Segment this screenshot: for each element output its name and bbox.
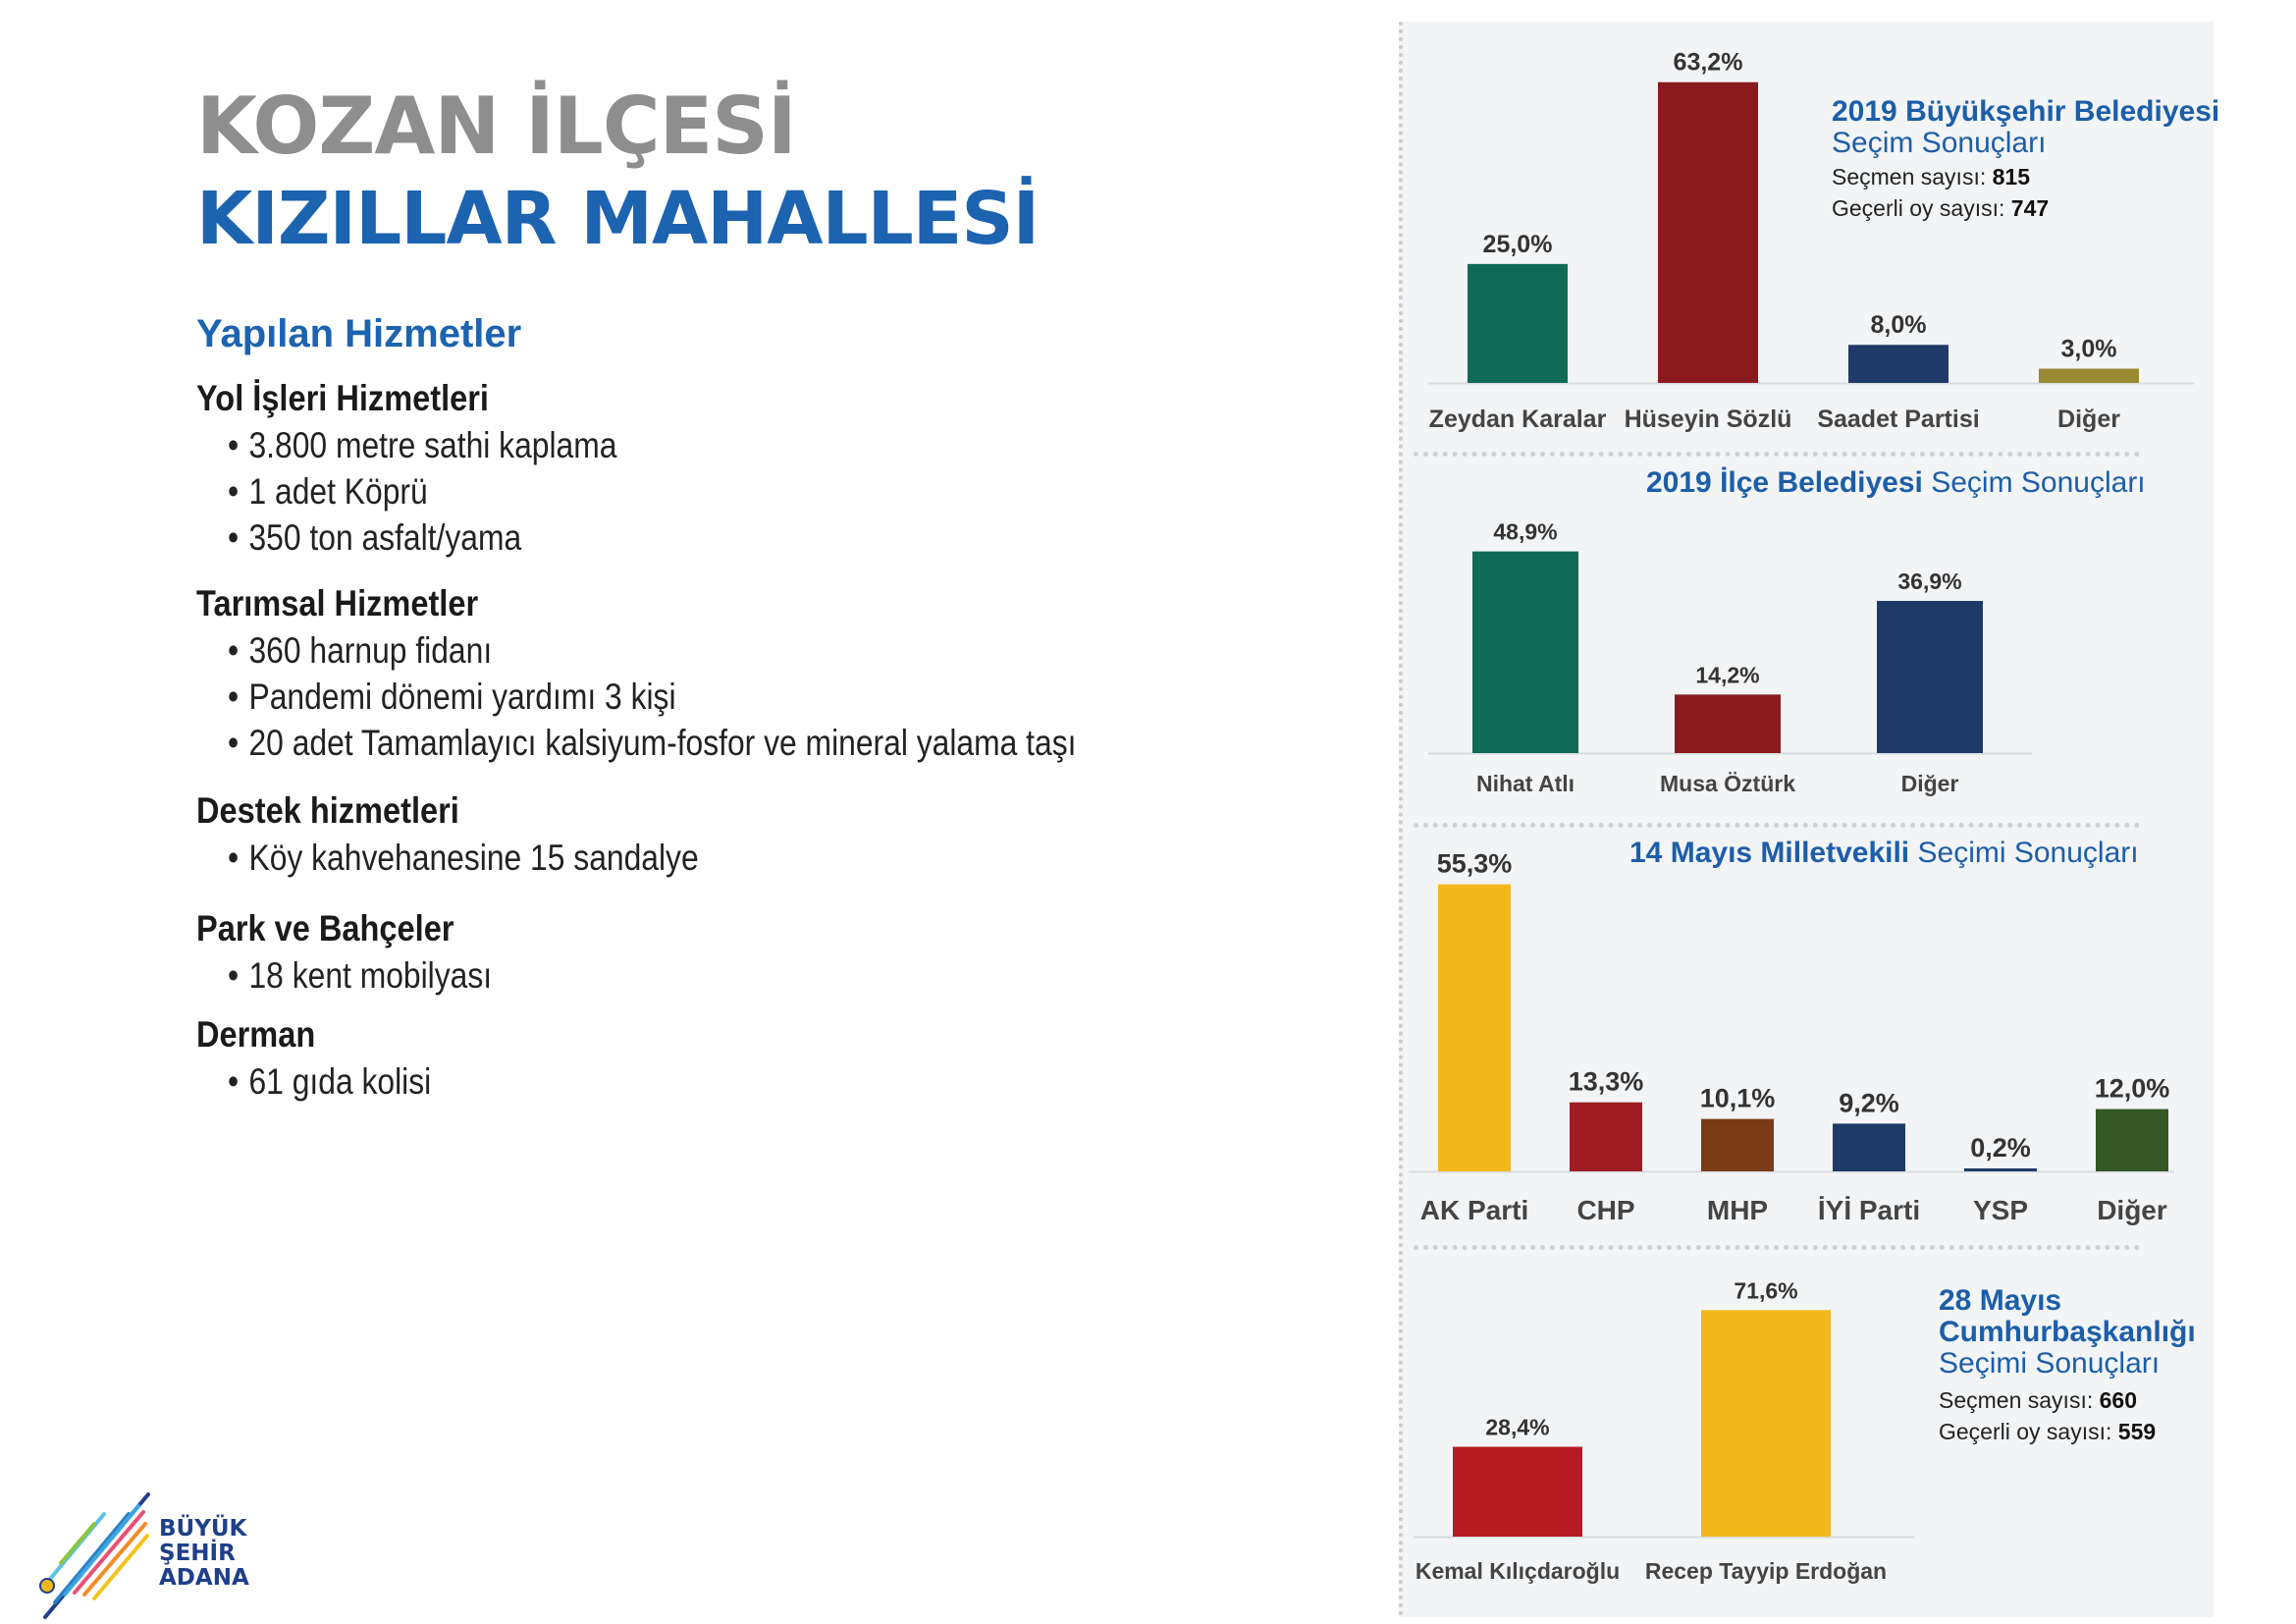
section-title-derman: Derman [196, 1014, 316, 1055]
bar-value-label: 12,0% [2094, 1073, 2170, 1104]
chart-metropolitan-title [1832, 96, 2219, 159]
section-title-road: Yol İşleri Hizmetleri [196, 378, 489, 418]
bar [1570, 1103, 1642, 1171]
list-item: • 360 harnup fidanı [228, 630, 492, 672]
bar-value-label: 8,0% [1870, 311, 1927, 340]
category-label: Zeydan Karalar [1428, 406, 1607, 433]
page-title: KOZAN İLÇESİ [196, 81, 796, 172]
list-item: • 350 ton asfalt/yama [228, 517, 521, 559]
chart-presidential-title [1939, 1285, 2196, 1380]
bar [1675, 694, 1781, 753]
bar [1833, 1123, 1905, 1171]
category-label: Diğer [2057, 406, 2120, 433]
category-label: Recep Tayyip Erdoğan [1644, 1558, 1888, 1584]
list-item: • Köy kahvehanesine 15 sandalye [228, 838, 699, 879]
bar [1848, 345, 1949, 383]
list-item: • 3.800 metre sathi kaplama [228, 425, 616, 466]
list-item: • 20 adet Tamamlayıcı kalsiyum-fosfor ve mineral yalama taşı [228, 723, 1076, 764]
valid-label: Geçerli oy sayısı: [1832, 195, 2005, 221]
bar-value-label: 55,3% [1436, 848, 1513, 879]
category-label: Diğer [1900, 771, 1959, 796]
bar-value-label: 0,2% [1970, 1133, 2031, 1163]
list-item: • Pandemi dönemi yardımı 3 kişi [228, 677, 676, 718]
bar-value-label: 10,1% [1699, 1083, 1776, 1113]
chart-title-bold: 2019 Büyükşehir Belediyesi [1832, 95, 2220, 128]
chart-parliament-2023 [1409, 842, 2194, 1240]
valid-label: Geçerli oy sayısı: [1939, 1419, 2112, 1444]
bar [1658, 82, 1758, 383]
divider [1414, 823, 2140, 828]
category-label: Saadet Partisi [1817, 406, 1980, 433]
services-heading: Yapılan Hizmetler [196, 312, 522, 355]
category-label: Hüseyin Sözlü [1624, 406, 1792, 433]
voters-value: 815 [1992, 164, 2030, 189]
category-label: Kemal Kılıçdaroğlu [1415, 1558, 1621, 1584]
category-label: CHP [1576, 1195, 1635, 1225]
bar-value-label: 13,3% [1568, 1066, 1644, 1097]
bar [2096, 1110, 2168, 1171]
logo-text [159, 1517, 249, 1591]
chart-title-light: Seçim Sonuçları [1832, 127, 2047, 159]
bar-value-label: 71,6% [1734, 1277, 1798, 1304]
section-title-agriculture: Tarımsal Hizmetler [196, 583, 479, 623]
bar [1877, 601, 1983, 753]
bar [1472, 552, 1578, 753]
logo-line: ADANA [159, 1565, 249, 1591]
chart-title-bold: 14 Mayıs Milletvekili [1629, 837, 1910, 869]
chart-title-light: Seçim Sonuçları [1931, 466, 2146, 499]
category-label: Diğer [2097, 1195, 2167, 1225]
voters-label: Seçmen sayısı: [1832, 164, 1987, 189]
list-item: • 1 adet Köprü [228, 471, 428, 513]
chart-presidential-info [1939, 1384, 2156, 1447]
bar-value-label: 48,9% [1493, 518, 1558, 545]
valid-value: 747 [2010, 195, 2050, 221]
bar [2039, 368, 2139, 383]
chart-title-light: Seçimi Sonuçları [1917, 837, 2139, 869]
chart-district-title [1646, 467, 2146, 499]
bar-value-label: 36,9% [1897, 568, 1962, 595]
category-label: AK Parti [1419, 1195, 1529, 1225]
bar [1701, 1310, 1831, 1537]
logo-line: BÜYÜK [159, 1516, 247, 1542]
bar [1701, 1119, 1774, 1171]
bar [1438, 885, 1511, 1171]
category-label: Nihat Atlı [1475, 771, 1575, 796]
category-label: İYİ Parti [1817, 1195, 1921, 1225]
adana-logo-icon [35, 1485, 155, 1622]
voters-label: Seçmen sayısı: [1939, 1387, 2094, 1413]
category-label: Musa Öztürk [1659, 771, 1796, 796]
bar [1468, 264, 1568, 383]
bar-value-label: 3,0% [2060, 335, 2117, 363]
bar-value-label: 9,2% [1839, 1088, 1899, 1118]
chart-title-bold: Cumhurbaşkanlığı [1939, 1316, 2196, 1348]
bar [1964, 1168, 2037, 1171]
bar-value-label: 14,2% [1695, 662, 1760, 688]
section-title-parks: Park ve Bahçeler [196, 908, 454, 948]
section-title-support: Destek hizmetleri [196, 790, 459, 831]
valid-value: 559 [2117, 1419, 2157, 1444]
bar-value-label: 63,2% [1673, 48, 1743, 77]
chart-title-light: Seçimi Sonuçları [1939, 1347, 2161, 1380]
chart-title-bold: 2019 İlçe Belediyesi [1646, 466, 1923, 499]
list-item: • 18 kent mobilyası [228, 955, 492, 997]
chart-district-2019 [1428, 511, 2066, 815]
voters-value: 660 [2099, 1387, 2137, 1413]
page-subtitle: KIZILLAR MAHALLESİ [196, 177, 1040, 261]
chart-metropolitan-info [1832, 161, 2049, 224]
bar [1453, 1446, 1582, 1537]
bar-value-label: 25,0% [1482, 230, 1553, 258]
chart-title-bold: 28 Mayıs [1939, 1284, 2062, 1317]
divider [1414, 1245, 2140, 1250]
category-label: YSP [1972, 1195, 2029, 1225]
category-label: MHP [1706, 1195, 1769, 1225]
divider [1414, 452, 2140, 457]
bar-value-label: 28,4% [1485, 1414, 1550, 1440]
chart-presidential-2023 [1414, 1276, 1934, 1605]
list-item: • 61 gıda kolisi [228, 1061, 431, 1103]
logo-line: ŞEHİR [159, 1541, 236, 1566]
